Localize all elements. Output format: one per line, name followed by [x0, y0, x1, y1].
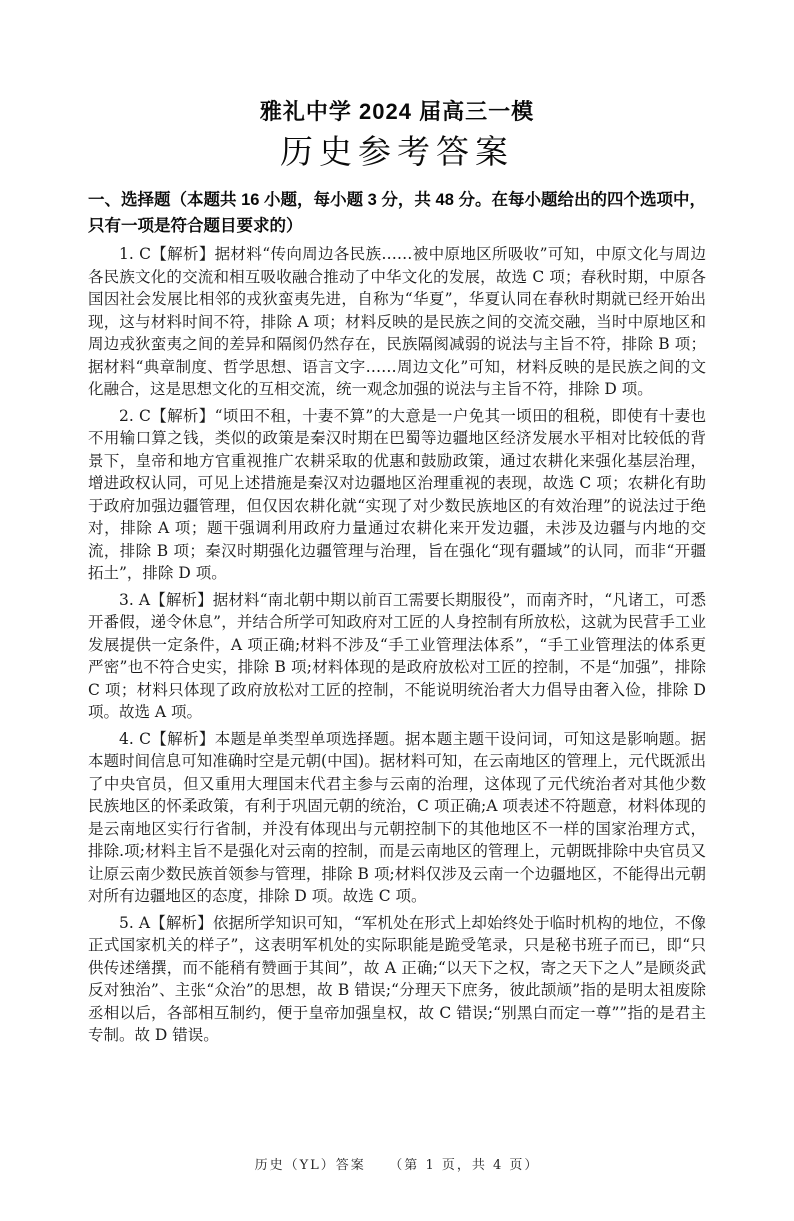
section-heading-multiple-choice: 一、选择题（本题共 16 小题，每小题 3 分，共 48 分。在每小题给出的四个选项中，只有一项是符合题目要求的）	[88, 191, 706, 235]
answer-explanation-q5: 5. A【解析】依据所学知识可知，“军机处在形式上却始终处于临时机构的地位，不像正式国家机关的样子”，这表明军机处的实际职能是跪受笔录，只是秘书班子而已，即“只供传述缮撰，而不能稍有赞画于其间”，故 A 正确;“以天下之权，寄之天下之人”是顾炎武反对独治”、主张“众治”的思想，故 B 错误;“分理天下庶务，彼此颉颃”指的是明太祖废除丞相以后，各部相互制约，便于皇帝加强皇权，故 C 错误;“别黑白而定一尊””指的是君主专制。故 D 错误。	[88, 913, 706, 1044]
page-footer: 历史（YL）答案 （第 1 页，共 4 页）	[254, 1158, 540, 1173]
answer-explanation-q2: 2. C【解析】“顷田不租，十妻不算”的大意是一户免其一顷田的租税，即使有十妻也不用输口算之钱，类似的政策是秦汉时期在巴蜀等边疆地区经济发展水平相对比较低的背景下，皇帝和地方官重视推广农耕采取的优惠和鼓励政策，通过农耕化来强化基层治理，增进政权认同，可见上述措施是秦汉对边疆地区治理重视的表现，故选 C 项；农耕化有助于政府加强边疆管理，但仅因农耕化就“实现了对少数民族地区的有效治理”的说法过于绝对，排除 A 项；题干强调利用政府力量通过农耕化来开发边疆，未涉及边疆与内地的交流，排除 B 项；秦汉时期强化边疆管理与治理，旨在强化“现有疆域”的认同，而非“开疆拓土”，排除 D 项。	[88, 406, 706, 582]
answer-explanation-q1: 1. C【解析】据材料“传向周边各民族……被中原地区所吸收”可知，中原文化与周边各民族文化的交流和相互吸收融合推动了中华文化的发展，故选 C 项；春秋时期，中原各国因社会发展比相邻的戎狄蛮夷先进，自称为“华夏”，华夏认同在春秋时期就已经开始出现，这与材料时间不符，排除 A 项；材料反映的是民族之间的交流交融，当时中原地区和周边戎狄蛮夷之间的差异和隔阂仍然存在，民族隔阂减弱的说法与主旨不符，排除 B 项；据材料“典章制度、哲学思想、语言文字……周边文化”可知，材料反映的是民族之间的文化融合，这是思想文化的互相交流，统一观念加强的说法与主旨不符，排除 D 项。	[88, 245, 706, 398]
answer-explanation-q3: 3. A【解析】据材料“南北朝中期以前百工需要长期服役”，而南齐时，“凡诸工，可悉开番假，递令休息”，并结合所学可知政府对工匠的人身控制有所放松，这就为民营手工业发展提供一定条件，A 项正确;材料不涉及“手工业管理法体系”，“手工业管理法的体系更严密”也不符合史实，排除 B 项;材料体现的是政府放松对工匠的控制，不是“加强”，排除 C 项；材料只体现了政府放松对工匠的控制，不能说明统治者大力倡导由奢入俭，排除 D 项。故选 A 项。	[88, 590, 706, 721]
answer-sheet-page	[0, 98, 794, 1047]
exam-title: 雅礼中学 2024 届高三一模	[259, 99, 535, 124]
answer-explanation-q4: 4. C【解析】本题是单类型单项选择题。据本题主题干设问词，可知这是影响题。据本题时间信息可知准确时空是元朝(中国)。据材料可知，在云南地区的管理上，元代既派出了中央官员，但又重用大理国末代君主参与云南的治理，这体现了元代统治者对其他少数民族地区的怀柔政策，有利于巩固元朝的统治，C 项正确;A 项表述不符题意，材料体现的是云南地区实行行省制，并没有体现出与元朝控制下的其他地区不一样的国家治理方式，排除.项;材料主旨不是强化对云南的控制，而是云南地区的管理上，元朝既排除中央官员又让原云南少数民族首领参与管理，排除 B 项;材料仅涉及云南一个边疆地区，不能得出元朝对所有边疆地区的态度，排除 D 项。故选 C 项。	[88, 729, 706, 905]
subject-title: 历史参考答案	[280, 133, 514, 170]
